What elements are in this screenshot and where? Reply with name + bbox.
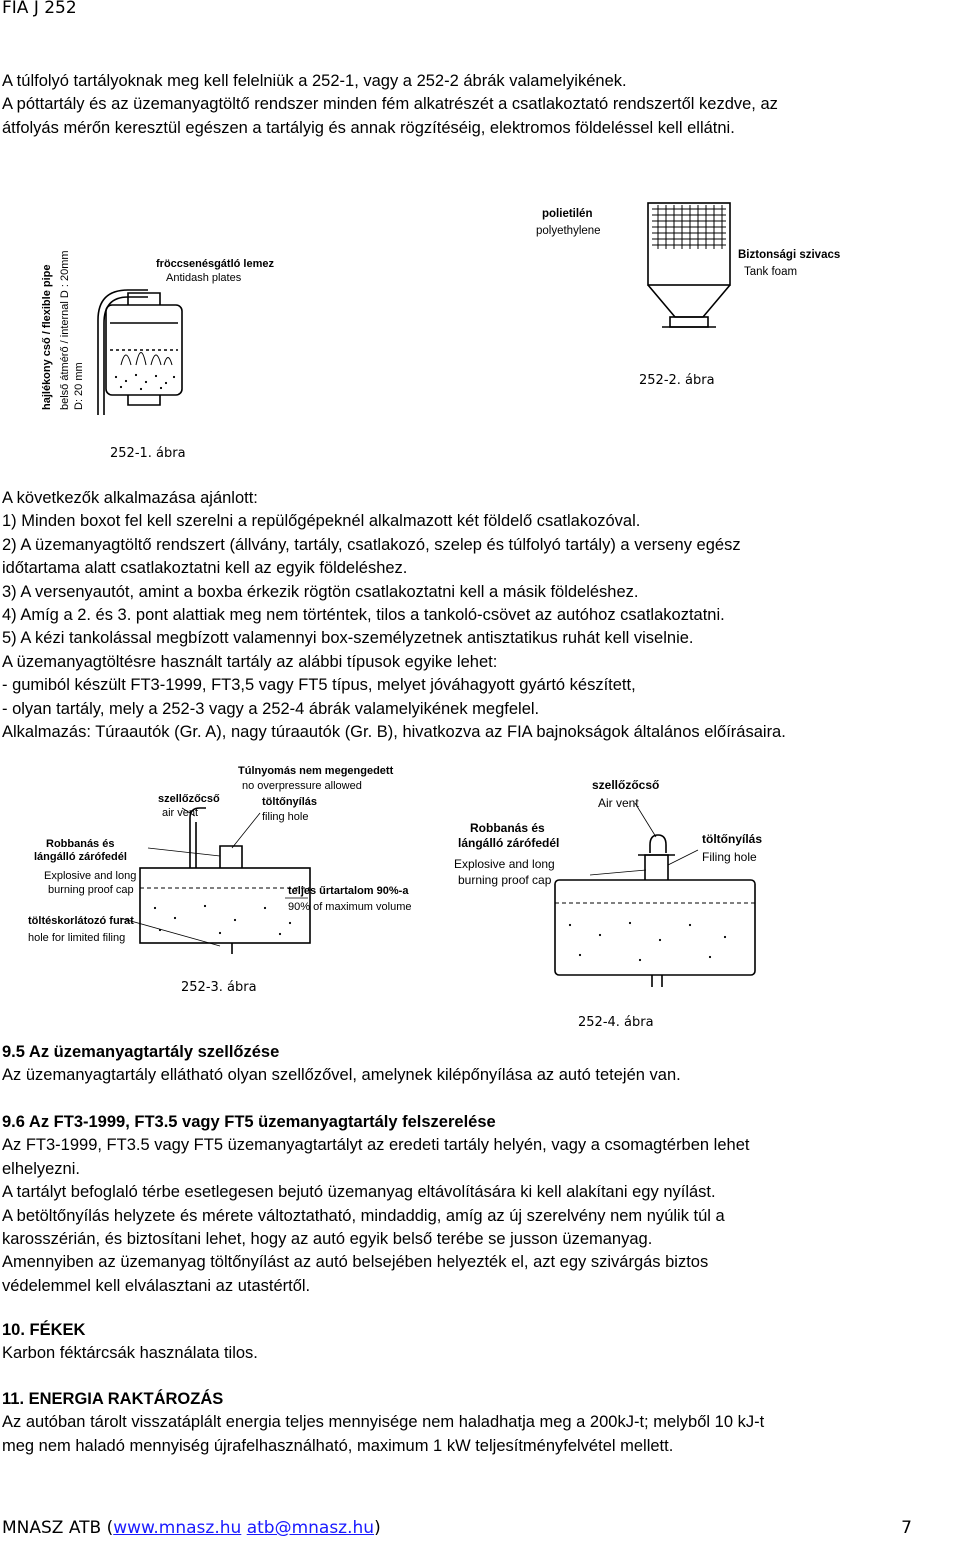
- intro-paragraph: [2, 70, 778, 140]
- rec-line: 2) A üzemanyagtöltő rendszert (állvány, tartály, csatlakozó, szelep és túlfolyó tartály) a verseny egész: [2, 535, 741, 554]
- section-9-5: [2, 1041, 681, 1088]
- section-title: 10. FÉKEK: [2, 1321, 86, 1339]
- fig3-vol-en: 90% of maximum volume: [288, 901, 412, 913]
- fig4-vent-en: Air vent: [598, 796, 639, 810]
- figure-252-2-caption: 252-2. ábra: [639, 373, 715, 388]
- fig2-label2-en: Tank foam: [744, 266, 798, 278]
- section-line: karosszérián, és biztosítani lehet, hogy az autó egyik belső terébe se jusson üzemanyag.: [2, 1230, 653, 1249]
- footer-email-link[interactable]: atb@mnasz.hu: [246, 1518, 375, 1538]
- page-header: FIA J 252: [2, 0, 77, 18]
- section-title: 11. ENERGIA RAKTÁROZÁS: [2, 1390, 224, 1408]
- figure-252-1-caption: 252-1. ábra: [110, 446, 186, 461]
- section-line: Az üzemanyagtartály ellátható olyan szellőzővel, amelynek kilépőnyílása az autó tetején van.: [2, 1066, 681, 1085]
- section-line: védelemmel kell elválasztani az utastértől.: [2, 1276, 311, 1295]
- rec-line: 4) Amíg a 2. és 3. pont alattiak meg nem történtek, tilos a tankoló-csövet az autóhoz csatlakoztatni.: [2, 606, 725, 625]
- fig1-label-en: Antidash plates: [166, 272, 242, 284]
- fig3-top-hu: Túlnyomás nem megengedett: [238, 765, 394, 777]
- figure-252-4-caption: 252-4. ábra: [578, 1015, 654, 1030]
- rec-line: A következők alkalmazása ajánlott:: [2, 489, 258, 507]
- page-number: 7: [901, 1518, 912, 1538]
- recommendations-block: [2, 487, 786, 744]
- section-line: Az autóban tárolt visszatáplált energia teljes mennyisége nem haladhatja meg a 200kJ-t; melyből 10 kJ-t: [2, 1413, 765, 1432]
- section-9-6: [2, 1111, 749, 1298]
- section-10: [2, 1319, 258, 1366]
- rec-line: időtartama alatt csatlakoztatni kell az egyik földeléshez.: [2, 559, 408, 578]
- section-line: Az FT3-1999, FT3.5 vagy FT5 üzemanyagtartályt az eredeti tartály helyén, vagy a csomagtérben lehet: [2, 1136, 750, 1155]
- rec-line: - gumiból készült FT3-1999, FT3,5 vagy FT5 típus, melyet jóváhagyott gyártó készített,: [2, 676, 636, 695]
- intro-line: A túlfolyó tartályoknak meg kell felelniük a 252-1, vagy a 252-2 ábrák valamelyikének.: [2, 72, 627, 90]
- fig1-side-line1: hajlékony cső / flexible pipe: [41, 264, 53, 410]
- fig2-label2-hu: Biztonsági szivacs: [738, 249, 841, 261]
- section-line: Amennyiben az üzemanyag töltőnyílást az autó belsejében helyezték el, azt egy szivárgás biztos: [2, 1253, 709, 1272]
- fig3-vent-hu: szellőzőcső: [158, 793, 220, 805]
- rec-line: Alkalmazás: Túraautók (Gr. A), nagy túraautók (Gr. B), hivatkozva az FIA bajnokságok általános előírásaira.: [2, 723, 786, 742]
- fig3-lim-hu: töltéskorlátozó furat: [28, 915, 134, 927]
- fig1-label-hu: fröccsenésgátló lemez: [156, 258, 274, 270]
- fig3-lim-en: hole for limited filing: [28, 932, 126, 944]
- fig1-side-line2: belső átmérő / internal D : 20mm: [59, 250, 71, 410]
- fig1-side-line3: D: 20 mm: [73, 362, 85, 410]
- figure-252-3-diagram: [20, 758, 440, 958]
- section-line: Karbon féktárcsák használata tilos.: [2, 1344, 258, 1363]
- section-title: 9.6 Az FT3-1999, FT3.5 vagy FT5 üzemanyagtartály felszerelése: [2, 1113, 496, 1131]
- fig4-cap-en1: Explosive and long: [454, 857, 555, 871]
- figure-252-4-diagram: [440, 775, 780, 1000]
- fig4-cap-hu2: lángálló zárófedél: [458, 836, 560, 850]
- fig4-fill-hu: töltőnyílás: [702, 832, 763, 846]
- figure-252-3-caption: 252-3. ábra: [181, 980, 257, 995]
- fig3-cap-en2: burning proof cap: [48, 884, 134, 896]
- fig3-top-en: no overpressure allowed: [242, 780, 362, 792]
- fig2-label1-en: polyethylene: [536, 225, 601, 237]
- fig2-label1-hu: polietilén: [542, 208, 593, 220]
- footer-close: ): [374, 1518, 381, 1538]
- section-line: elhelyezni.: [2, 1159, 80, 1178]
- footer-org: MNASZ ATB (: [2, 1518, 114, 1538]
- fig3-cap-en1: Explosive and long: [44, 870, 137, 882]
- rec-line: 3) A versenyautót, amint a boxba érkezik rögtön csatlakoztatni kell a másik földeléshez.: [2, 582, 639, 601]
- fig3-cap-hu1: Robbanás és: [46, 838, 115, 850]
- section-line: A betöltőnyílás helyzete és mérete változtatható, mindaddig, amíg az új szerelvény nem nyúlik túl a: [2, 1206, 725, 1225]
- fig3-fill-hu: töltőnyílás: [262, 796, 318, 808]
- fig4-cap-en2: burning proof cap: [458, 873, 552, 887]
- intro-line: A póttartály és az üzemanyagtöltő rendszer minden fém alkatrészét a csatlakoztató rendszertől kezdve, az: [2, 95, 778, 114]
- section-title: 9.5 Az üzemanyagtartály szellőzése: [2, 1043, 280, 1061]
- fig3-fill-en: filing hole: [262, 811, 309, 823]
- section-11: [2, 1388, 764, 1458]
- fig4-cap-hu1: Robbanás és: [470, 821, 545, 835]
- footer-website-link[interactable]: www.mnasz.hu: [113, 1518, 242, 1538]
- section-line: meg nem haladó mennyiség újrafelhasználható, maximum 1 kW teljesítményfelvétel mellett.: [2, 1436, 674, 1455]
- fig4-fill-en: Filing hole: [702, 850, 757, 864]
- fig3-cap-hu2: lángálló zárófedél: [34, 851, 127, 863]
- rec-line: - olyan tartály, mely a 252-3 vagy a 252-4 ábrák valamelyikének megfelel.: [2, 699, 540, 718]
- intro-line: átfolyás mérőn keresztül egészen a tartályig és annak rögzítéséig, elektromos földeléssel kell ellátni.: [2, 118, 735, 137]
- fig3-vol-hu: teljes űrtartalom 90%-a: [288, 885, 409, 897]
- section-line: A tartályt befoglaló térbe esetlegesen bejutó üzemanyag eltávolítására ki kell alakítani egy nyílást.: [2, 1183, 716, 1202]
- rec-line: 1) Minden boxot fel kell szerelni a repülőgépeknél alkalmazott két földelő csatlakozóval.: [2, 512, 641, 531]
- page-footer: [2, 1518, 381, 1538]
- figure-252-1-diagram: [36, 205, 286, 420]
- fig3-vent-en: air vent: [162, 807, 199, 819]
- figure-252-2-diagram: [530, 195, 860, 340]
- fig4-vent-hu: szellőzőcső: [592, 778, 660, 792]
- rec-line: 5) A kézi tankolással megbízott valamennyi box-személyzetnek antisztatikus ruhát kell viselnie.: [2, 629, 694, 648]
- rec-line: A üzemanyagtöltésre használt tartály az alábbi típusok egyike lehet:: [2, 652, 498, 671]
